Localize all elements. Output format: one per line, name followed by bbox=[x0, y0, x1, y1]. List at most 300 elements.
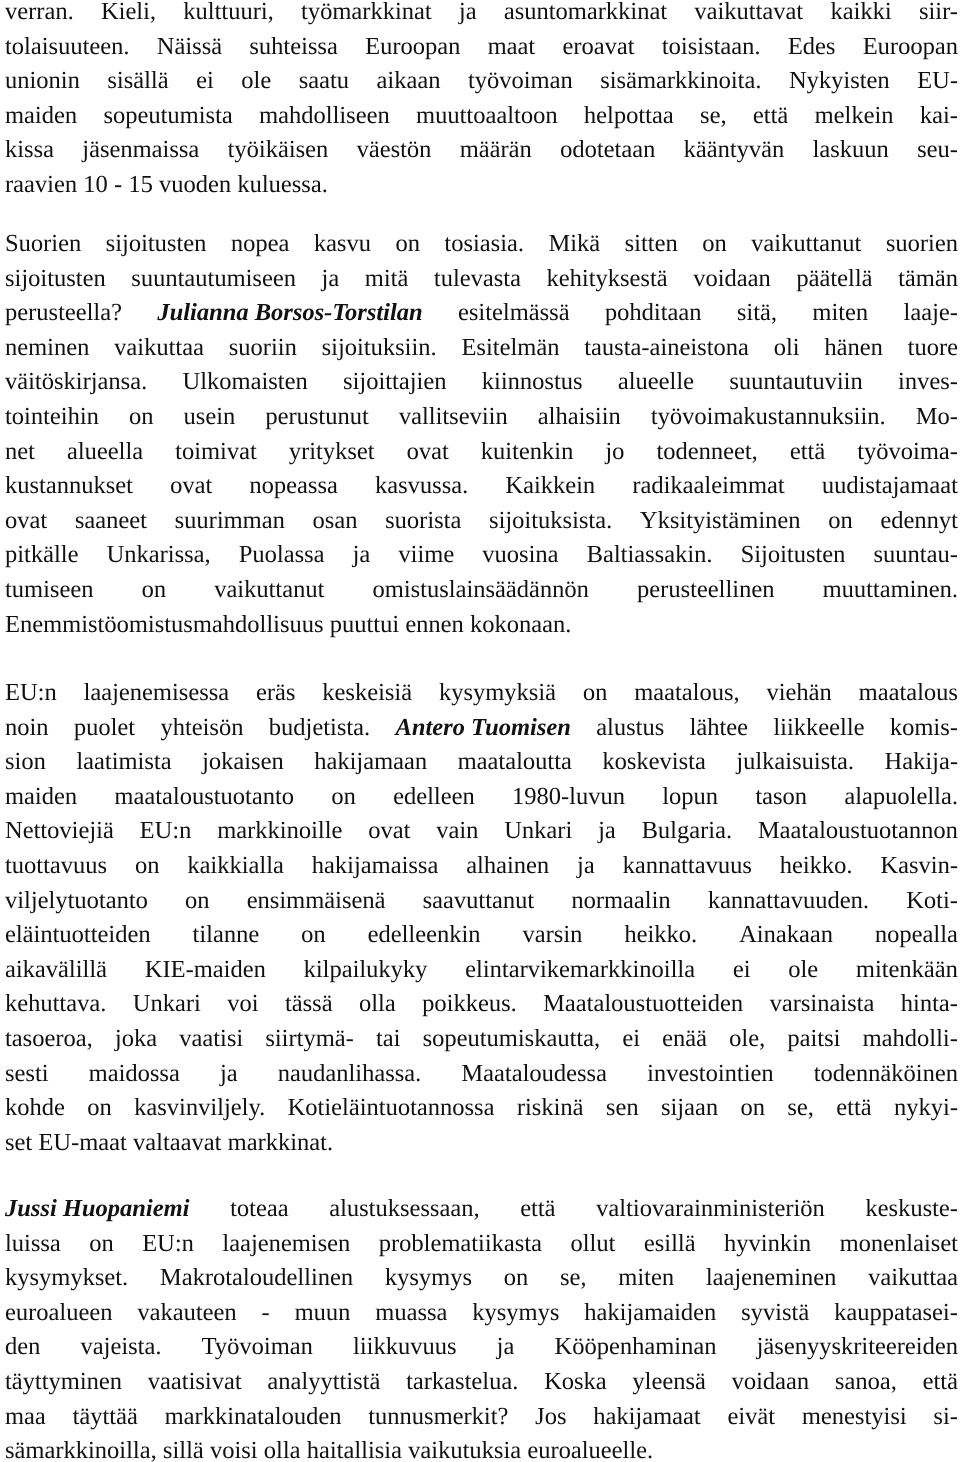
word: enää bbox=[662, 1024, 708, 1052]
word: sitten bbox=[624, 230, 678, 257]
word: puuttui bbox=[329, 610, 400, 638]
word: että bbox=[922, 1367, 958, 1395]
word: Unkarissa, bbox=[106, 541, 211, 569]
word: Ulkomaisten bbox=[182, 368, 308, 396]
word: Makrotaloudellinen bbox=[159, 1264, 354, 1292]
word: esitelmässä bbox=[458, 299, 570, 327]
word: laskuun bbox=[812, 136, 889, 164]
word: sion bbox=[5, 748, 46, 776]
word: työvoima- bbox=[857, 437, 958, 465]
word: on bbox=[702, 230, 727, 257]
word: tilanne bbox=[192, 921, 260, 949]
word: suhteissa bbox=[249, 32, 338, 60]
word: naudanlihassa. bbox=[277, 1059, 422, 1087]
word: den bbox=[5, 1333, 41, 1361]
word: kiinnostus bbox=[481, 368, 583, 396]
word: todennäköinen bbox=[813, 1059, 958, 1087]
word: EU:n bbox=[142, 1229, 194, 1257]
text-line bbox=[5, 168, 958, 203]
word: ei bbox=[732, 955, 751, 983]
word: EU:n bbox=[139, 817, 192, 845]
word: aikavälillä bbox=[5, 955, 108, 983]
word: set bbox=[5, 1128, 33, 1156]
text-line bbox=[5, 1057, 958, 1092]
word: Enemmistöomistusmahdollisuus bbox=[5, 610, 324, 638]
text-line bbox=[5, 608, 958, 643]
word: kysymys bbox=[384, 1264, 473, 1292]
word: alueella bbox=[66, 437, 144, 465]
word: vajeista. bbox=[80, 1333, 162, 1361]
text-line bbox=[5, 1022, 958, 1057]
word: normaalin bbox=[571, 886, 671, 914]
text-line bbox=[5, 745, 958, 780]
word: on bbox=[87, 1094, 112, 1122]
word: hakijamaissa bbox=[311, 851, 439, 879]
word: Bulgaria. bbox=[641, 817, 733, 845]
word: liikkuvuus bbox=[353, 1333, 457, 1361]
word: Kasvin- bbox=[880, 851, 958, 879]
text-line bbox=[5, 676, 958, 711]
word: sijoituksiin. bbox=[321, 333, 437, 361]
word: kustannukset bbox=[5, 472, 133, 500]
word: se, bbox=[787, 1094, 814, 1122]
word: miten bbox=[618, 1264, 675, 1292]
word: laajenemisen bbox=[222, 1229, 351, 1257]
word: on bbox=[185, 886, 210, 914]
word: Näissä bbox=[156, 32, 223, 60]
text-line bbox=[5, 400, 958, 435]
word: pohditaan bbox=[604, 299, 702, 327]
word: Nettoviejiä bbox=[5, 817, 114, 845]
word: kysymykset. bbox=[5, 1264, 129, 1292]
word: saavuttanut bbox=[422, 886, 535, 914]
word: komis- bbox=[889, 713, 958, 741]
word: muassa bbox=[375, 1298, 448, 1326]
word: Kaikkein bbox=[505, 472, 596, 500]
word: perustunut bbox=[265, 402, 369, 430]
word: vaikuttavat bbox=[694, 0, 804, 25]
word: aikaan bbox=[376, 67, 441, 95]
word: jokaisen bbox=[202, 748, 284, 776]
text-line bbox=[5, 504, 958, 539]
word: olla bbox=[263, 1437, 301, 1462]
word: ovat bbox=[170, 472, 213, 500]
word: - bbox=[261, 1298, 270, 1326]
word: Nykyisten bbox=[788, 67, 890, 95]
word: tuottavuus bbox=[5, 851, 108, 879]
word: ei bbox=[622, 1024, 641, 1052]
word: mahdolli- bbox=[862, 1024, 958, 1052]
text-line bbox=[5, 1227, 958, 1262]
word: yhteisön bbox=[160, 713, 244, 741]
word: hänen bbox=[824, 333, 883, 361]
word: Euroopan bbox=[862, 32, 958, 60]
word: seu- bbox=[917, 136, 958, 164]
word: siir- bbox=[918, 0, 958, 25]
word: perusteella? bbox=[5, 299, 122, 327]
person-name: Jussi Huopaniemi bbox=[5, 1195, 190, 1222]
word: ei bbox=[196, 67, 214, 95]
word: ja bbox=[352, 541, 371, 569]
word: edennyt bbox=[880, 506, 958, 534]
word: ole, bbox=[729, 1024, 766, 1052]
word: saaneet bbox=[74, 506, 147, 534]
word: ole bbox=[788, 955, 819, 983]
word: Mo- bbox=[915, 402, 958, 430]
word: ole bbox=[241, 67, 272, 95]
word: työikäisen bbox=[227, 136, 329, 164]
word: tason bbox=[755, 782, 808, 810]
word: kysymys bbox=[472, 1298, 560, 1326]
word: tässä bbox=[284, 990, 333, 1018]
text-line bbox=[5, 1126, 958, 1161]
text-line bbox=[5, 435, 958, 470]
word: täyttyminen bbox=[5, 1367, 123, 1395]
text-line bbox=[5, 331, 958, 366]
word: maataloutta bbox=[457, 748, 572, 776]
word: se, bbox=[700, 101, 727, 129]
word: eroavat bbox=[562, 32, 635, 60]
text-line bbox=[5, 918, 958, 953]
word: viljelytuotanto bbox=[5, 886, 148, 914]
word: sillä bbox=[162, 1437, 204, 1462]
word: viehän bbox=[766, 679, 832, 706]
word: vaikutuksia bbox=[408, 1437, 522, 1462]
word: on bbox=[134, 851, 160, 879]
word: ensimmäisenä bbox=[246, 886, 386, 914]
word: toimivat bbox=[175, 437, 257, 465]
word: varsinaista bbox=[769, 990, 875, 1018]
word: mahdolliseen bbox=[259, 101, 390, 129]
word: voidaan bbox=[731, 1367, 810, 1395]
word: euroalueen bbox=[5, 1298, 113, 1326]
word: verran. bbox=[5, 0, 74, 25]
word: radikaaleimmat bbox=[632, 472, 785, 500]
word: helpottaa bbox=[583, 101, 674, 129]
word: vallitseviin bbox=[398, 402, 508, 430]
text-line bbox=[5, 1365, 958, 1400]
word: että bbox=[752, 101, 789, 129]
word: ja bbox=[577, 851, 595, 879]
word: elintarvikemarkkinoilla bbox=[465, 955, 696, 983]
word: vakauteen bbox=[137, 1298, 237, 1326]
word: todenneet, bbox=[656, 437, 758, 465]
word: sämarkkinoilla, bbox=[5, 1437, 157, 1462]
word: heikko. bbox=[779, 851, 853, 879]
word: EU- bbox=[917, 67, 958, 95]
word: kannattavuus bbox=[622, 851, 752, 879]
word: luissa bbox=[5, 1229, 61, 1257]
word: edelleen bbox=[393, 782, 475, 810]
word: Kööpenhaminan bbox=[554, 1333, 717, 1361]
word: Maataloudessa bbox=[461, 1059, 607, 1087]
text-line bbox=[5, 573, 958, 608]
text-line bbox=[5, 538, 958, 573]
word: suorista bbox=[385, 506, 462, 534]
paragraph-macroeconomics bbox=[5, 1192, 958, 1462]
word: miten bbox=[812, 299, 869, 327]
word: ja bbox=[496, 1333, 515, 1361]
word: kaikki bbox=[830, 0, 892, 25]
word: budjetista. bbox=[268, 713, 371, 741]
text-line bbox=[5, 227, 958, 262]
word: tulevasta bbox=[433, 264, 521, 292]
text-line bbox=[5, 64, 958, 99]
word: päätellä bbox=[796, 264, 873, 292]
word: Puolassa bbox=[238, 541, 325, 569]
text-line bbox=[5, 814, 958, 849]
word: perusteellinen bbox=[637, 575, 775, 603]
word: eräs bbox=[255, 679, 296, 706]
word: kannattavuuden. bbox=[707, 886, 870, 914]
word: maidossa bbox=[88, 1059, 180, 1087]
text-line bbox=[5, 884, 958, 919]
word: Euroopan bbox=[365, 32, 461, 60]
text-line bbox=[5, 849, 958, 884]
word: Yksityistäminen bbox=[639, 506, 801, 534]
word: vain bbox=[436, 817, 479, 845]
word: vaatisi bbox=[179, 1024, 244, 1052]
text-line bbox=[5, 1296, 958, 1331]
word: lähtee bbox=[689, 713, 749, 741]
word: oli bbox=[773, 333, 800, 361]
word: sisällä bbox=[107, 67, 169, 95]
word: puolet bbox=[73, 713, 136, 741]
word: haitallisia bbox=[306, 1437, 402, 1462]
word: Maataloustuotannon bbox=[757, 817, 958, 845]
paragraph-direct-investments bbox=[5, 227, 958, 642]
word: on bbox=[89, 1229, 114, 1257]
word: EU-maat bbox=[38, 1128, 127, 1156]
word: kääntyvän bbox=[683, 136, 785, 164]
word: on bbox=[503, 1264, 529, 1292]
word: tumiseen bbox=[5, 575, 94, 603]
word: vuoden bbox=[159, 170, 232, 198]
word: on bbox=[395, 230, 420, 257]
word: yleensä bbox=[632, 1367, 706, 1395]
word: joka bbox=[114, 1024, 158, 1052]
word: sijaan bbox=[660, 1094, 719, 1122]
word: valtiovarainministeriön bbox=[596, 1195, 825, 1222]
word: Koska bbox=[544, 1367, 607, 1395]
word: euroalueelle. bbox=[527, 1437, 654, 1462]
word: Mikä bbox=[548, 230, 601, 257]
word: sijoitusten bbox=[5, 264, 106, 292]
word: sanoa, bbox=[834, 1367, 897, 1395]
word: Kieli, bbox=[100, 0, 157, 25]
word: sen bbox=[605, 1094, 639, 1122]
word: kehuttava. bbox=[5, 990, 107, 1018]
text-line bbox=[5, 953, 958, 988]
paragraph-migration bbox=[5, 0, 958, 203]
word: Suorien bbox=[5, 230, 82, 257]
word: suuntau- bbox=[873, 541, 958, 569]
word: problematiikasta bbox=[378, 1229, 543, 1257]
word: alapuolella. bbox=[844, 782, 958, 810]
word: osan bbox=[312, 506, 358, 534]
word: Unkari bbox=[504, 817, 573, 845]
word: 10 bbox=[83, 170, 108, 198]
word: ennen bbox=[405, 610, 464, 638]
word: sopeutumista bbox=[103, 101, 233, 129]
word: siirtymä- bbox=[265, 1024, 354, 1052]
word: kehityksestä bbox=[546, 264, 668, 292]
word: kulttuuri, bbox=[183, 0, 274, 25]
word: eläintuotteiden bbox=[5, 921, 151, 949]
word: sijoittajien bbox=[343, 368, 447, 396]
word: sijoituksista. bbox=[489, 506, 613, 534]
word: investointien bbox=[647, 1059, 774, 1087]
word: muuttoaaltoon bbox=[416, 101, 558, 129]
word: ovat bbox=[5, 506, 48, 534]
word: maataloustuotanto bbox=[114, 782, 295, 810]
word: laatimista bbox=[76, 748, 172, 776]
word: markkinoille bbox=[217, 817, 343, 845]
word: kuluessa. bbox=[237, 170, 328, 198]
word: 15 bbox=[128, 170, 153, 198]
word: laaje- bbox=[903, 299, 958, 327]
word: Edes bbox=[787, 32, 836, 60]
word: riskinä bbox=[516, 1094, 584, 1122]
word: voisi bbox=[209, 1437, 258, 1462]
word: tointeihin bbox=[5, 402, 99, 430]
word: sopeutumiskautta, bbox=[422, 1024, 601, 1052]
word: varsin bbox=[522, 921, 583, 949]
word: pitkälle bbox=[5, 541, 79, 569]
word: kasvu bbox=[313, 230, 371, 257]
word: markkinat. bbox=[227, 1128, 334, 1156]
word: menestyisi bbox=[801, 1402, 907, 1430]
word: suurimman bbox=[174, 506, 285, 534]
word: kasvussa. bbox=[375, 472, 469, 500]
word: heikko. bbox=[624, 921, 698, 949]
word: vaikuttaa bbox=[868, 1264, 958, 1292]
word: muun bbox=[294, 1298, 351, 1326]
word: uudistajamaat bbox=[821, 472, 958, 500]
word: Koti- bbox=[906, 886, 958, 914]
person-name: Julianna Borsos-Torstilan bbox=[157, 299, 423, 327]
word: EU:n bbox=[5, 679, 57, 706]
word: nopealla bbox=[874, 921, 958, 949]
word: kohde bbox=[5, 1094, 65, 1122]
word: hakijamaan bbox=[314, 748, 428, 776]
text-line bbox=[5, 365, 958, 400]
word: nopeassa bbox=[249, 472, 338, 500]
word: kasvinviljely. bbox=[134, 1094, 266, 1122]
word: viime bbox=[398, 541, 455, 569]
word: Sijoitusten bbox=[740, 541, 846, 569]
word: sesti bbox=[5, 1059, 49, 1087]
word: eivät bbox=[727, 1402, 776, 1430]
word: yritykset bbox=[288, 437, 375, 465]
word: sitä, bbox=[736, 299, 778, 327]
word: kokonaan. bbox=[470, 610, 572, 638]
word: että bbox=[520, 1195, 556, 1222]
word: on bbox=[141, 575, 167, 603]
word: ja bbox=[458, 0, 477, 25]
word: suuntautumiseen bbox=[131, 264, 296, 292]
text-line bbox=[5, 1400, 958, 1435]
word: on bbox=[740, 1094, 765, 1122]
word: on bbox=[128, 402, 154, 430]
word: vuosina bbox=[482, 541, 559, 569]
word: mitä bbox=[364, 264, 409, 292]
word: KIE-maiden bbox=[144, 955, 266, 983]
word: alhaisiin bbox=[537, 402, 621, 430]
word: - bbox=[113, 170, 123, 198]
word: omistuslainsäädännön bbox=[372, 575, 589, 603]
word: kilpailukyky bbox=[303, 955, 428, 983]
word: voi bbox=[227, 990, 259, 1018]
word: nopea bbox=[230, 230, 290, 257]
word: toisistaan. bbox=[661, 32, 761, 60]
word: tuore bbox=[907, 333, 958, 361]
word: kai- bbox=[919, 101, 958, 129]
word: ovat bbox=[368, 817, 411, 845]
word: Työvoiman bbox=[201, 1333, 313, 1361]
word: maiden bbox=[5, 782, 78, 810]
word: mitenkään bbox=[855, 955, 958, 983]
word: keskuste- bbox=[865, 1195, 958, 1222]
text-line bbox=[5, 1091, 958, 1126]
word: maiden bbox=[5, 101, 78, 129]
word: ollut bbox=[570, 1229, 616, 1257]
word: noin bbox=[5, 713, 49, 741]
word: hinta- bbox=[900, 990, 958, 1018]
word: että bbox=[836, 1094, 872, 1122]
word: työvoiman bbox=[467, 67, 573, 95]
word: inves- bbox=[898, 368, 958, 396]
word: maatalous, bbox=[634, 679, 740, 706]
word: paitsi bbox=[787, 1024, 841, 1052]
word: odotetaan bbox=[560, 136, 656, 164]
word: keskeisiä bbox=[322, 679, 413, 706]
text-line bbox=[5, 1434, 958, 1462]
word: on bbox=[582, 679, 608, 706]
word: markkinatalouden bbox=[164, 1402, 342, 1430]
word: alustus bbox=[596, 713, 665, 741]
word: vaikuttanut bbox=[214, 575, 325, 603]
word: unionin bbox=[5, 67, 80, 95]
word: muuttaminen. bbox=[822, 575, 958, 603]
word: Ainakaan bbox=[739, 921, 833, 949]
word: lopun bbox=[662, 782, 719, 810]
text-line bbox=[5, 262, 958, 297]
word: alueelle bbox=[617, 368, 695, 396]
word: Maataloustuotteiden bbox=[543, 990, 744, 1018]
word: analyyttistä bbox=[267, 1367, 381, 1395]
word: Esitelmän bbox=[461, 333, 560, 361]
word: Jos bbox=[535, 1402, 567, 1430]
word: suorien bbox=[885, 230, 958, 257]
word: tasoeroa, bbox=[5, 1024, 93, 1052]
text-line bbox=[5, 296, 958, 331]
word: Unkari bbox=[132, 990, 201, 1018]
text-line bbox=[5, 987, 958, 1022]
document-page bbox=[5, 0, 958, 1462]
word: jäsenmaissa bbox=[82, 136, 200, 164]
word: monenlaiset bbox=[839, 1229, 958, 1257]
word: se, bbox=[560, 1264, 587, 1292]
word: jäsenyyskriteereiden bbox=[756, 1333, 958, 1361]
word: usein bbox=[183, 402, 236, 430]
word: laajenemisessa bbox=[83, 679, 230, 706]
word: voidaan bbox=[693, 264, 771, 292]
word: kysymyksiä bbox=[438, 679, 556, 706]
text-line bbox=[5, 99, 958, 134]
word: maat bbox=[487, 32, 536, 60]
word: kissa bbox=[5, 136, 54, 164]
